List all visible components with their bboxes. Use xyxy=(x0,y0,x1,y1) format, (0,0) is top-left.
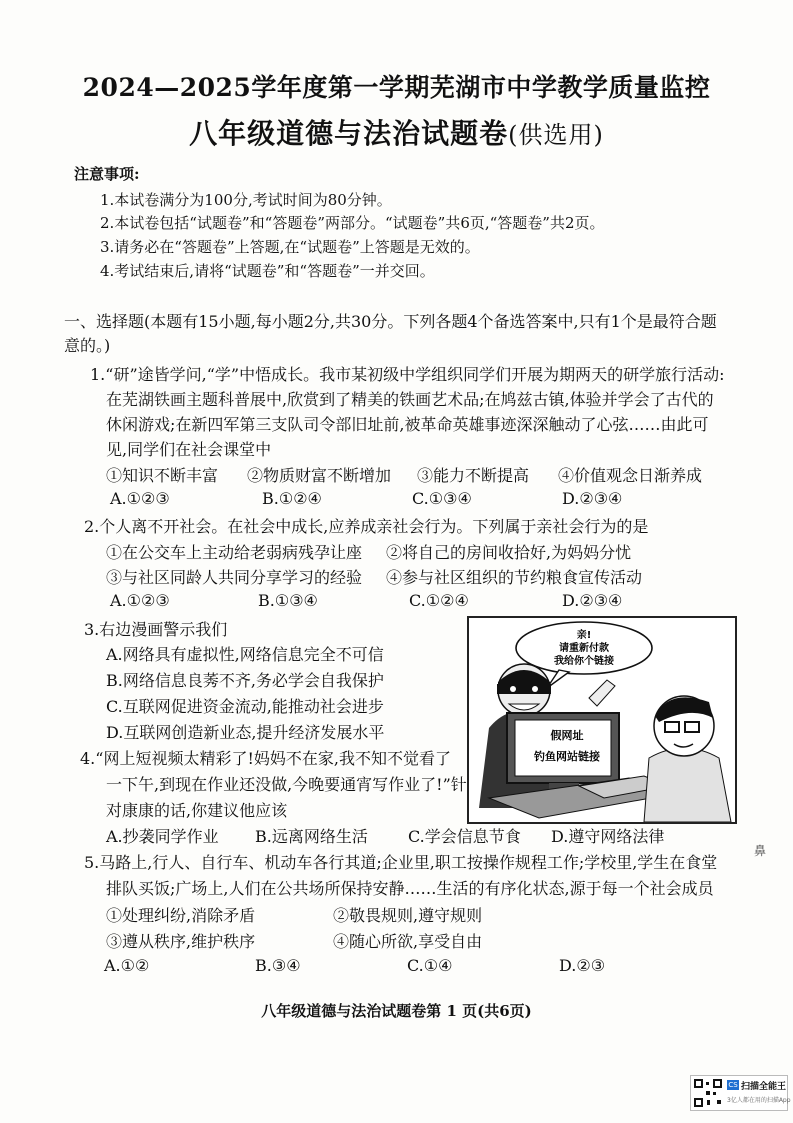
note-item: 3.请务必在“答题卷”上答题,在“试题卷”上答题是无效的。 xyxy=(100,238,480,256)
note-item: 2.本试卷包括“试题卷”和“答题卷”两部分。“试题卷”共6页,“答题卷”共2页。 xyxy=(100,214,605,232)
q4-choice-a: A.抄袭同学作业 xyxy=(106,827,219,846)
q5-statement: ①处理纠纷,消除矛盾 xyxy=(106,906,256,925)
computer-monitor xyxy=(507,713,619,793)
bubble-text: 亲! xyxy=(576,630,592,641)
q2-line: 2.个人离不开社会。在社会中成长,应养成亲社会行为。下列属于亲社会行为的是 xyxy=(84,517,649,536)
margin-mark: 鼻 xyxy=(754,844,767,858)
q5-line: 5.马路上,行人、自行车、机动车各行其道;企业里,职工按操作规程工作;学校里,学生在食堂 xyxy=(84,853,718,872)
notes-heading: 注意事项: xyxy=(74,165,140,183)
q1-statement: ②物质财富不断增加 xyxy=(247,466,392,485)
q1-choice-d: D.②③④ xyxy=(562,489,623,508)
q5-choice-d: D.②③ xyxy=(559,956,606,975)
cs-logo-icon: CS xyxy=(728,1081,738,1089)
q1-choice-c: C.①③④ xyxy=(412,489,472,508)
screen-text: 假网址 xyxy=(550,729,584,742)
q1-choice-b: B.①②④ xyxy=(262,489,322,508)
q4-choice-c: C.学会信息节食 xyxy=(408,827,521,846)
section-intro: 一、选择题(本题有15小题,每小题2分,共30分。下列各题4个备选答案中,只有1个是最符合题意的。) xyxy=(64,312,717,355)
q1-statement: ④价值观念日渐养成 xyxy=(558,466,703,485)
q1-statement: ③能力不断提高 xyxy=(417,466,530,485)
q2-statement: ④参与社区组织的节约粮食宣传活动 xyxy=(386,568,643,587)
q1-line: 休闲游戏;在新四军第三支队司令部旧址前,被革命英雄事迹深深触动了心弦……由此可 xyxy=(106,415,709,434)
q2-choice-a: A.①②③ xyxy=(110,591,170,610)
exam-title-sub: (供选用) xyxy=(508,121,604,149)
bubble-text: 我给你个链接 xyxy=(554,656,614,667)
q3-choice-c: C.互联网促进资金流动,能推动社会进步 xyxy=(106,697,384,716)
q4-line: 对康康的话,你建议他应该 xyxy=(106,801,288,820)
q5-statement: ②敬畏规则,遵守规则 xyxy=(333,906,483,925)
q1-line: 在芜湖铁画主题科普展中,欣赏到了精美的铁画艺术品;在鸠兹古镇,体验并学会了古代的 xyxy=(106,390,714,409)
q4-choice-d: D.遵守网络法律 xyxy=(551,827,665,846)
page-footer: 八年级道德与法治试题卷第 1 页(共6页) xyxy=(261,1002,532,1020)
q5-choice-c: C.①④ xyxy=(407,956,453,975)
q5-choice-a: A.①② xyxy=(104,956,150,975)
q4-choice-b: B.远离网络生活 xyxy=(255,827,368,846)
q3-choice-a: A.网络具有虚拟性,网络信息完全不可信 xyxy=(106,645,384,664)
q2-choice-c: C.①②④ xyxy=(409,591,469,610)
note-item: 4.考试结束后,请将“试题卷”和“答题卷”一并交回。 xyxy=(100,262,435,280)
screen-text: 钓鱼网站链接 xyxy=(534,750,600,763)
q4-line: 一下午,到现在作业还没做,今晚要通宵写作业了!”针 xyxy=(106,775,467,794)
victim-figure xyxy=(644,696,731,822)
scanner-tagline: 3亿人都在用的扫描App xyxy=(727,1097,791,1104)
q1-statement: ①知识不断丰富 xyxy=(106,466,219,485)
phishing-cartoon xyxy=(467,616,737,824)
q4-line: 4.“网上短视频太精彩了!妈妈不在家,我不知不觉看了 xyxy=(80,749,451,768)
q5-statement: ③遵从秩序,维护秩序 xyxy=(106,932,256,951)
note-item: 1.本试卷满分为100分,考试时间为80分钟。 xyxy=(100,191,392,209)
q1-choice-a: A.①②③ xyxy=(110,489,170,508)
q3-choice-b: B.网络信息良莠不齐,务必学会自我保护 xyxy=(106,671,384,690)
scanner-watermark xyxy=(690,1075,791,1111)
q3-line: 3.右边漫画警示我们 xyxy=(84,620,228,639)
q2-statement: ①在公交车上主动给老弱病残孕让座 xyxy=(106,543,363,562)
q2-choice-d: D.②③④ xyxy=(562,591,623,610)
q2-statement: ②将自己的房间收拾好,为妈妈分忧 xyxy=(386,543,632,562)
cartoon-drawing xyxy=(469,618,735,822)
q3-choice-d: D.互联网创造新业态,提升经济发展水平 xyxy=(106,723,385,742)
q1-line: 1.“研”途皆学问,“学”中悟成长。我市某初级中学组织同学们开展为期两天的研学旅行活动: xyxy=(90,365,725,384)
exam-title-line1: 2024—2025学年度第一学期芜湖市中学教学质量监控 xyxy=(82,73,711,102)
bubble-text: 请重新付款 xyxy=(559,643,609,654)
q2-statement: ③与社区同龄人共同分享学习的经验 xyxy=(106,568,363,587)
q5-choice-b: B.③④ xyxy=(255,956,301,975)
q2-choice-b: B.①③④ xyxy=(258,591,318,610)
q1-line: 见,同学们在社会课堂中 xyxy=(106,440,272,459)
q5-line: 排队买饭;广场上,人们在公共场所保持安静……生活的有序化状态,源于每一个社会成员 xyxy=(106,879,714,898)
qr-code-icon xyxy=(693,1078,723,1108)
scanner-brand: 扫描全能王 xyxy=(741,1082,787,1092)
exam-title-line2 xyxy=(0,112,793,152)
exam-title-main: 八年级道德与法治试题卷 xyxy=(189,117,509,150)
q5-statement: ④随心所欲,享受自由 xyxy=(333,932,483,951)
